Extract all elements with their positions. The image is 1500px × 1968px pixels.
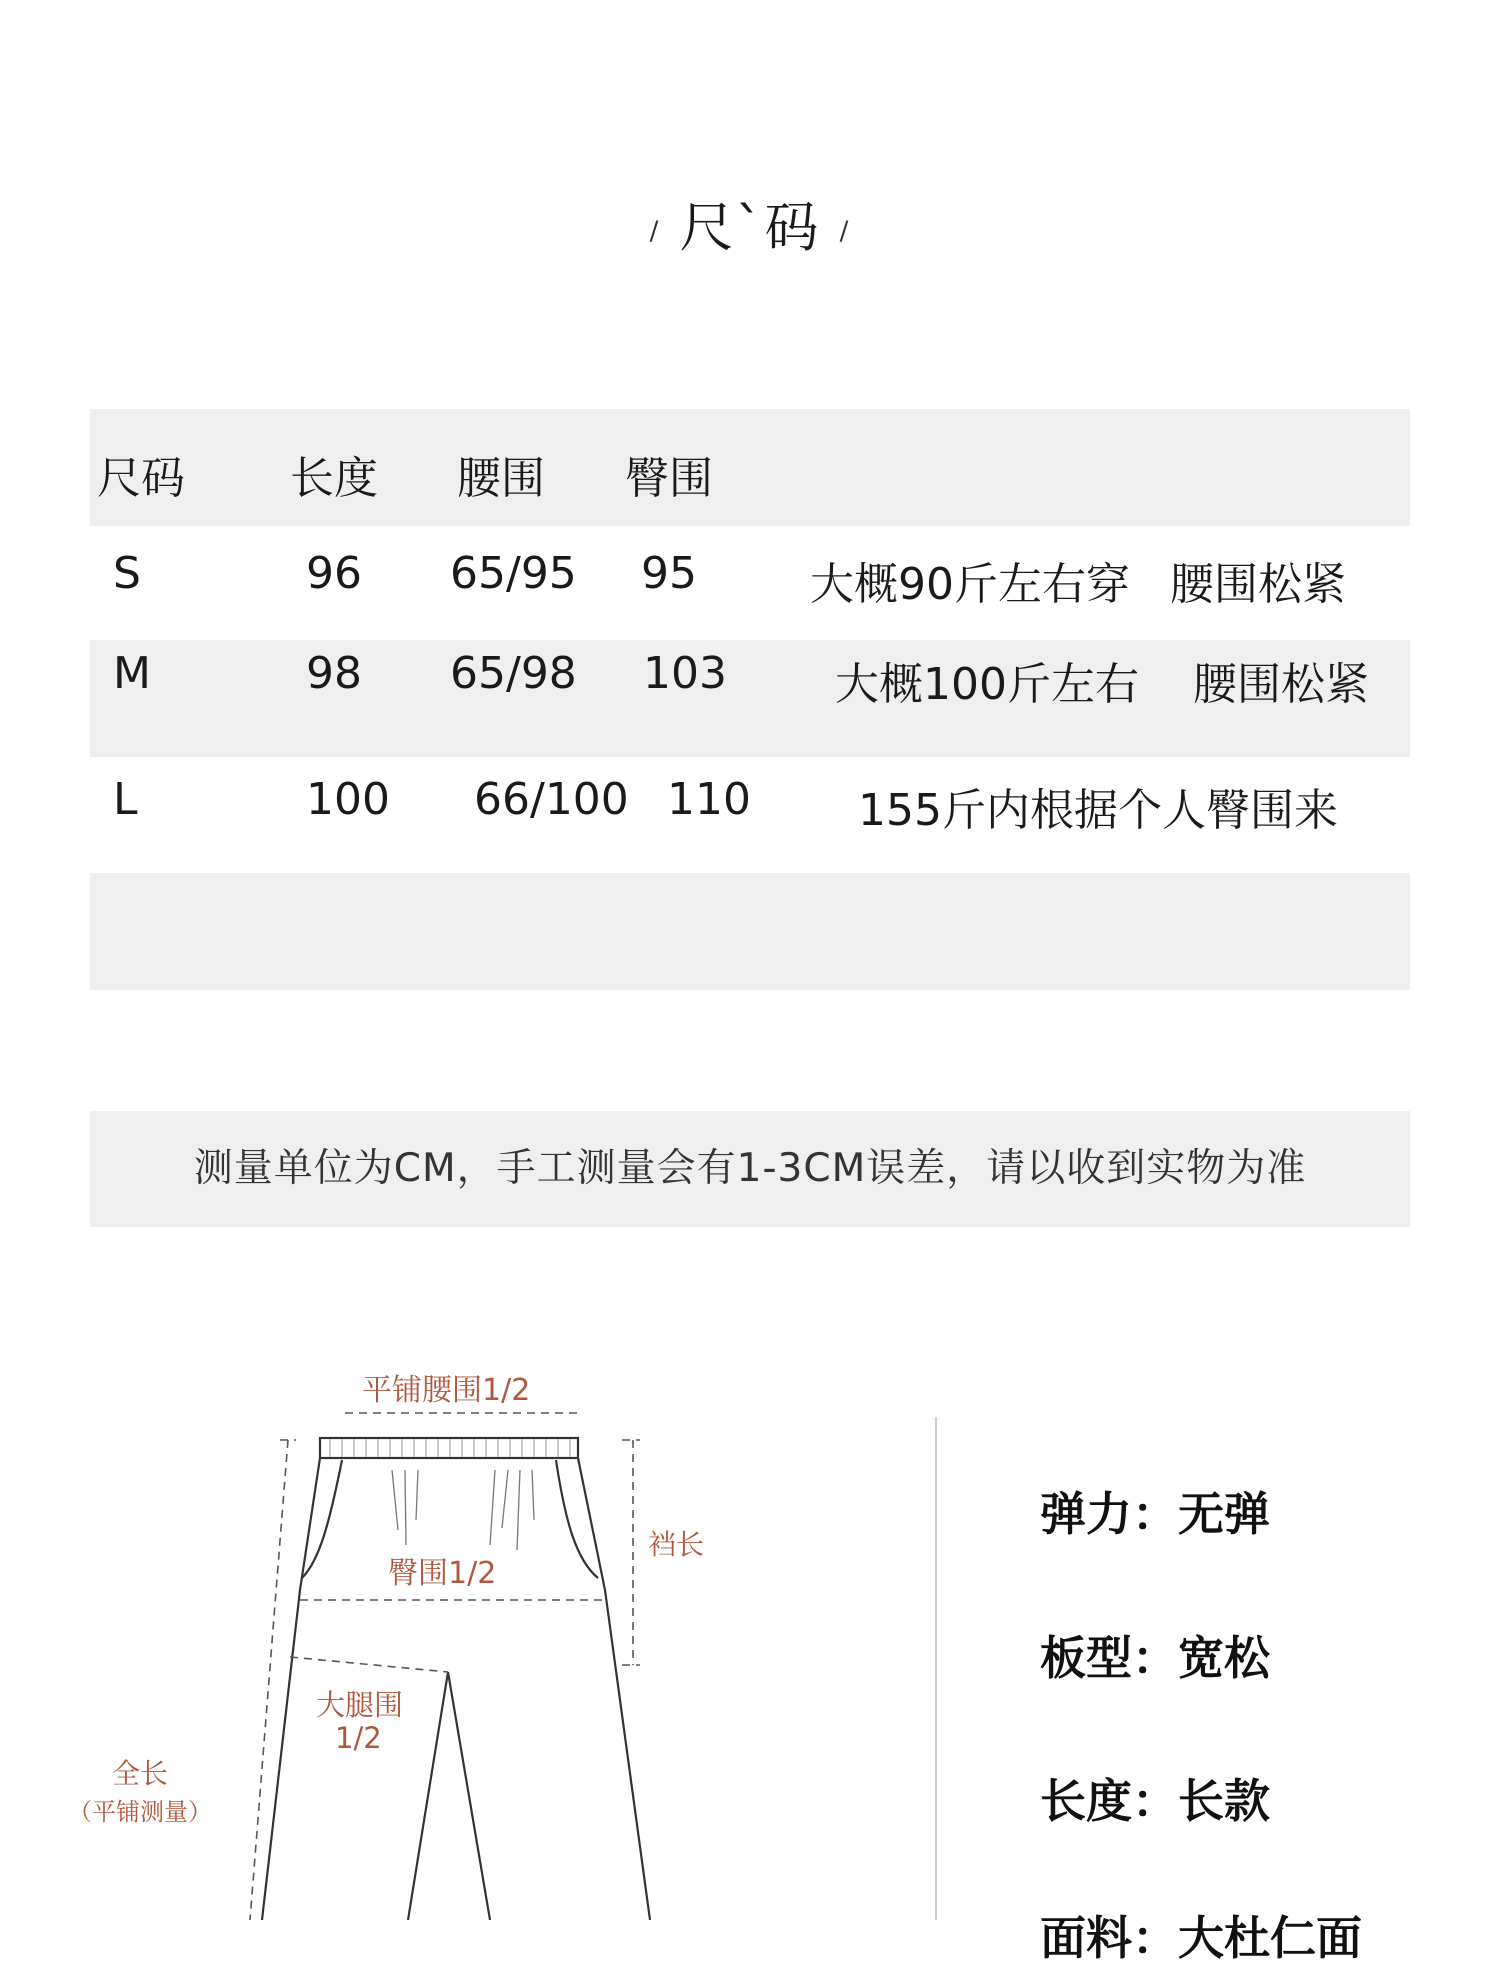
property-length-value: 长款 [1178, 1774, 1270, 1828]
property-length [1040, 1765, 1270, 1831]
rise-label: 裆长 [648, 1528, 705, 1561]
table-row-m-size: M [113, 648, 151, 699]
property-stretch-value: 无弹 [1178, 1487, 1270, 1541]
property-fit [1040, 1622, 1270, 1688]
property-fit-label: 板型： [1040, 1631, 1178, 1685]
page-title [0, 185, 1500, 262]
table-row-m-length: 98 [306, 648, 362, 699]
full-length-label-line2: （平铺测量） [68, 1798, 212, 1826]
header-hip: 臀围 [625, 453, 713, 504]
title-right-mark: / [839, 216, 851, 247]
table-row-l-hip: 110 [667, 774, 751, 825]
header-waist: 腰围 [457, 453, 545, 504]
property-fabric-label: 面料： [1040, 1911, 1178, 1965]
table-row-l-size: L [113, 774, 138, 825]
table-row-m-waist: 65/98 [450, 648, 577, 699]
table-row-s-size: S [113, 548, 141, 599]
header-length: 长度 [290, 453, 378, 504]
property-fabric [1040, 1902, 1362, 1968]
property-fit-value: 宽松 [1178, 1631, 1270, 1685]
table-row-l-note-a: 155斤内根据个人臀围来 [858, 785, 1338, 836]
thigh-label-line2: 1/2 [335, 1721, 382, 1755]
measure-guides [250, 1413, 640, 1920]
pants-outline [262, 1438, 650, 1920]
table-row-l-length: 100 [306, 774, 390, 825]
full-length-label-line1: 全长 [112, 1757, 169, 1790]
table-row-m-note-a: 大概100斤左右 [835, 659, 1139, 710]
table-header-band [90, 409, 1410, 526]
measurement-note: 测量单位为CM，手工测量会有1-3CM误差，请以收到实物为准 [90, 1111, 1410, 1227]
title-left-mark: / [649, 216, 661, 247]
table-empty-band [90, 873, 1410, 990]
property-stretch [1040, 1478, 1270, 1544]
table-row-s-length: 96 [306, 548, 362, 599]
table-row-s-waist: 65/95 [450, 548, 577, 599]
table-row-s-note-a: 大概90斤左右穿 [810, 559, 1130, 610]
title-text: 尺`码 [679, 196, 821, 259]
table-row-m-note-b: 腰围松紧 [1193, 659, 1369, 710]
hip-half-label: 臀围1/2 [388, 1556, 497, 1591]
header-size: 尺码 [97, 453, 185, 504]
table-row-s-hip: 95 [641, 548, 697, 599]
waist-half-label: 平铺腰围1/2 [362, 1373, 531, 1408]
table-row-m-hip: 103 [643, 648, 727, 699]
pants-measurement-diagram [0, 1340, 960, 1920]
section-divider [935, 1417, 937, 1920]
table-row-s-note-b: 腰围松紧 [1170, 559, 1346, 610]
table-row-l-waist: 66/100 [474, 774, 629, 825]
property-length-label: 长度： [1040, 1774, 1178, 1828]
property-stretch-label: 弹力： [1040, 1487, 1178, 1541]
property-fabric-value: 大杜仁面 [1178, 1911, 1362, 1965]
thigh-label-line1: 大腿围 [316, 1688, 404, 1722]
